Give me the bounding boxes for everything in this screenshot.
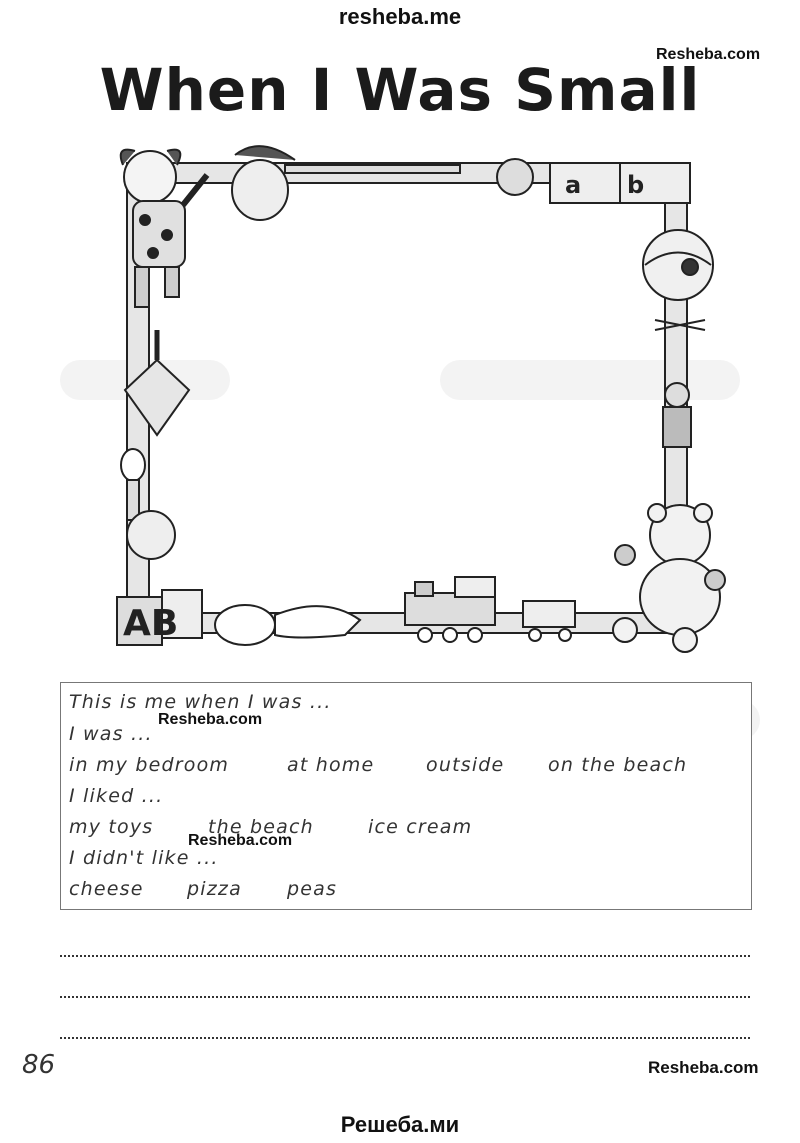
block-letter-b: b bbox=[627, 171, 645, 199]
option-peas: peas bbox=[287, 878, 338, 900]
writing-line[interactable] bbox=[60, 996, 750, 998]
writing-line[interactable] bbox=[60, 955, 750, 957]
option-on-the-beach: on the beach bbox=[548, 754, 688, 776]
block-letters-ab: AB bbox=[123, 603, 179, 644]
option-in-my-bedroom: in my bedroom bbox=[69, 754, 230, 776]
option-outside: outside bbox=[426, 754, 505, 776]
prompt-i-was: I was ... bbox=[69, 723, 153, 745]
prompt-i-didnt-like: I didn't like ... bbox=[69, 847, 219, 869]
option-pizza: pizza bbox=[187, 878, 242, 900]
site-header[interactable]: resheba.me bbox=[338, 4, 462, 29]
block-letter-a: a bbox=[565, 171, 582, 199]
watermark: Resheba.com bbox=[648, 1058, 759, 1077]
toy-frame-illustration bbox=[95, 135, 735, 665]
option-at-home: at home bbox=[287, 754, 375, 776]
option-ice-cream: ice cream bbox=[368, 816, 473, 838]
prompt-this-is-me: This is me when I was ... bbox=[69, 691, 332, 713]
page-title: When I Was Small bbox=[99, 56, 701, 124]
site-footer[interactable]: Решеба.ми bbox=[340, 1112, 460, 1137]
watermark: Resheba.com bbox=[188, 832, 293, 849]
option-cheese: cheese bbox=[69, 878, 144, 900]
page-number: 86 bbox=[22, 1050, 56, 1080]
prompt-i-liked: I liked ... bbox=[69, 785, 164, 807]
option-the-beach: the beach bbox=[208, 816, 314, 838]
watermark: Resheba.com bbox=[158, 711, 263, 728]
watermark: Resheba.com bbox=[656, 46, 761, 63]
option-my-toys: my toys bbox=[69, 816, 154, 838]
writing-line[interactable] bbox=[60, 1037, 750, 1039]
